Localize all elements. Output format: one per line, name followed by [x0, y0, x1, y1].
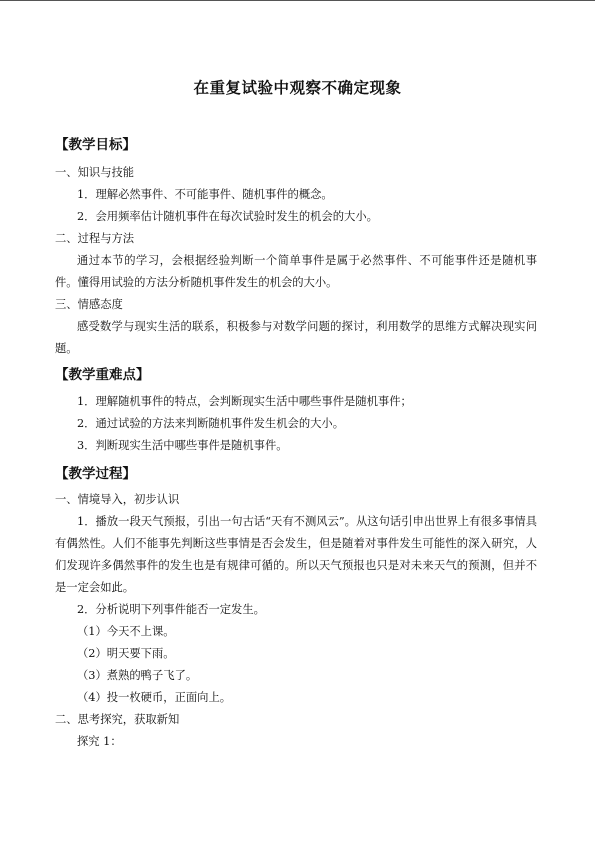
process-step1-heading: 一、情境导入，初步认识 — [55, 493, 180, 506]
goals-part1-heading: 一、知识与技能 — [55, 166, 135, 179]
section-heading-process: 【教学过程】 — [55, 466, 136, 482]
goals-item-2: 2．会用频率估计随机事件在每次试验时发生的机会的大小。 — [77, 210, 378, 223]
event-item-2: （2）明天要下雨。 — [77, 647, 175, 660]
process-step2-heading: 二、思考探究，获取新知 — [55, 713, 180, 726]
goals-part2-paragraph: 通过本节的学习，会根据经验判断一个简单事件是属于必然事件、不可能事件还是随机事件。懂得用试验的方法分析随机事件发生的机会的大小。 — [55, 254, 537, 289]
event-item-4: （4）投一枚硬币，正面向上。 — [77, 691, 232, 704]
section-heading-key-points: 【教学重难点】 — [55, 367, 150, 383]
process-step1-subheading: 2．分析说明下列事件能否一定发生。 — [77, 603, 265, 616]
key-point-2: 2．通过试验的方法来判断随机事件发生机会的大小。 — [77, 417, 345, 430]
event-item-1: （1）今天不上课。 — [77, 625, 175, 638]
key-point-1: 1．理解随机事件的特点，会判断现实生活中哪些事件是随机事件； — [77, 395, 412, 408]
event-item-3: （3）煮熟的鸭子飞了。 — [77, 669, 198, 682]
goals-part3-paragraph: 感受数学与现实生活的联系，积极参与对数学问题的探讨，利用数学的思维方式解决现实问题。 — [55, 320, 537, 355]
key-point-3: 3．判断现实生活中哪些事件是随机事件。 — [77, 439, 288, 452]
goals-part2-heading: 二、过程与方法 — [55, 232, 135, 245]
goals-part3-heading: 三、情感态度 — [55, 298, 123, 311]
goals-item-1: 1．理解必然事件、不可能事件、随机事件的概念。 — [77, 188, 333, 201]
document-title: 在重复试验中观察不确定现象 — [193, 79, 402, 97]
process-step1-paragraph: 1．播放一段天气预报，引出一句古话“天有不测风云”。从这句话引申出世界上有很多事情具有偶然性。人们不能事先判断这些事情是否会发生，但是随着对事件发生可能性的深入研究，人们发现许多偶然事件的发生也是有规律可循的。所以天气预报也只是对未来天气的预测，但并不是一定会如此。 — [55, 515, 537, 594]
process-step2-subheading: 探究 1： — [77, 735, 122, 748]
section-heading-goals: 【教学目标】 — [55, 137, 136, 153]
